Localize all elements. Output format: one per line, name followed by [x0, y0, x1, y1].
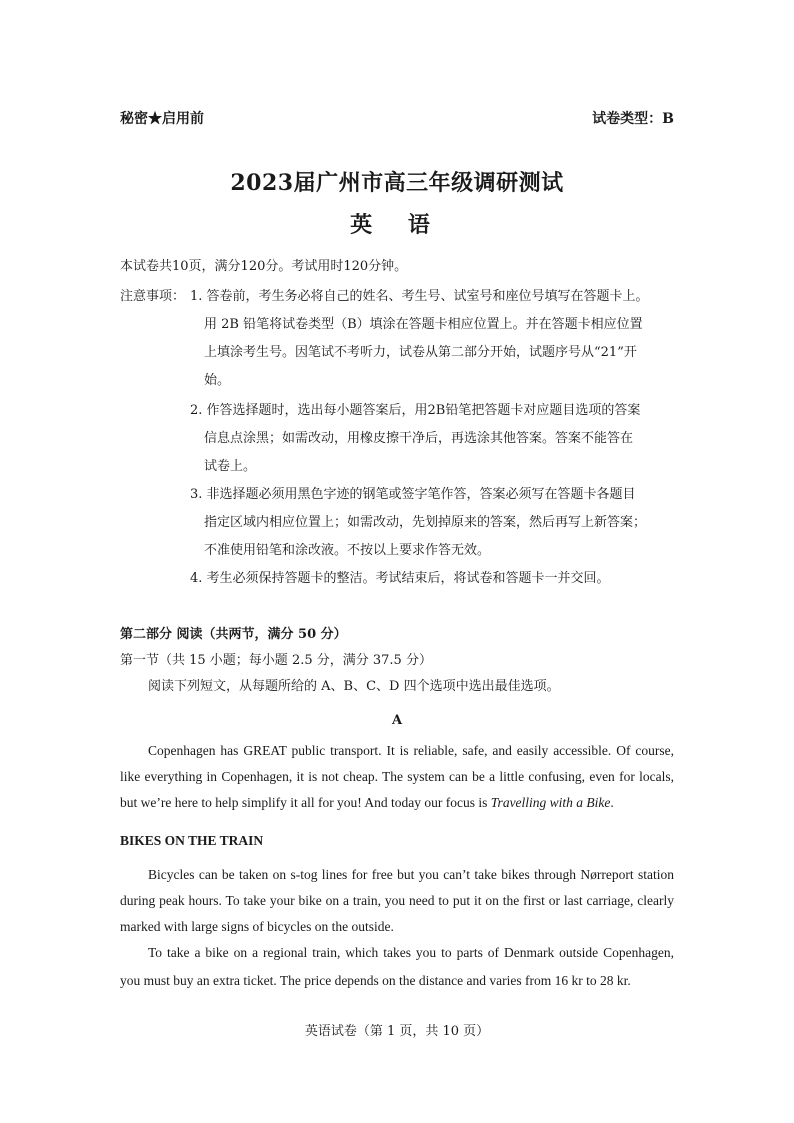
exam-title: 2023届广州市高三年级调研测试: [230, 170, 564, 196]
part-two-heading: 第二部分 阅读（共两节，满分 50 分）: [120, 627, 347, 642]
section-one-heading: 第一节（共 15 小题；每小题 2.5 分，满分 37.5 分）: [120, 653, 432, 668]
notice-item-1-line-4: 始。: [204, 373, 231, 388]
header-row: [120, 108, 674, 128]
passage-p1-end: .: [610, 795, 614, 810]
passage-p1-line-3-text: but we’re here to help simplify it all for you! And today our focus is: [120, 795, 491, 810]
page-footer: 英语试卷（第 1 页，共 10 页）: [304, 1024, 490, 1039]
passage-p3-line-1: To take a bike on a regional train, which takes you to parts of Denmark outside Copenhagen,: [148, 945, 674, 960]
paper-type-label: 试卷类型：B: [592, 111, 674, 127]
notice-item-3-line-1: 3. 非选择题必须用黑色字迹的钢笔或签字笔作答，答案必须写在答题卡各题目: [190, 487, 636, 502]
notice-item-4: 4. 考生必须保持答题卡的整洁。考试结束后，将试卷和答题卡一并交回。: [190, 571, 610, 586]
reading-instruction: 阅读下列短文，从每题所给的 A、B、C、D 四个选项中选出最佳选项。: [148, 679, 560, 694]
passage-p2-line-1: Bicycles can be taken on s-tog lines for free but you can’t take bikes through Nørreport station: [148, 867, 674, 882]
passage-p1-line-2: like everything in Copenhagen, it is not cheap. The system can be a little confusing, even for locals,: [120, 769, 674, 784]
notice-item-3-line-3: 不准使用铅笔和涂改液。不按以上要求作答无效。: [204, 543, 491, 558]
notice-item-2-line-1: 2. 作答选择题时，选出每小题答案后，用2B铅笔把答题卡对应题目选项的答案: [190, 403, 641, 418]
notice-item-2-line-2: 信息点涂黑；如需改动，用橡皮擦干净后，再选涂其他答案。答案不能答在: [204, 431, 634, 446]
passage-focus-italic: Travelling with a Bike: [490, 795, 611, 810]
notice-label: 注意事项：: [120, 289, 186, 304]
passage-letter: A: [391, 713, 403, 728]
passage-subheading: BIKES ON THE TRAIN: [120, 833, 264, 848]
passage-p1-line-3: [120, 794, 614, 812]
notice-item-1-line-3: 上填涂考生号。因笔试不考听力，试卷从第二部分开始，试题序号从“21”开: [204, 345, 637, 360]
passage-p1-line-1: Copenhagen has GREAT public transport. It is reliable, safe, and easily accessible. Of course,: [148, 743, 674, 758]
passage-p2-line-2: during peak hours. To take your bike on a train, you need to put it on the first or last carriage, clearly: [120, 893, 674, 908]
passage-p3-line-2: you must buy an extra ticket. The price depends on the distance and varies from 16 kr to 28 kr.: [120, 973, 631, 988]
notice-item-2-line-3: 试卷上。: [204, 459, 257, 474]
exam-intro: 本试卷共10页，满分120分。考试用时120分钟。: [120, 259, 408, 274]
passage-p2-line-3: marked with large signs of bicycles on the outside.: [120, 919, 394, 934]
confidential-label: 秘密★启用前: [120, 111, 204, 127]
notice-item-1-line-1: 1. 答卷前，考生务必将自己的姓名、考生号、试室号和座位号填写在答题卡上。: [190, 289, 649, 304]
subject-title: 英 语: [350, 212, 444, 238]
notice-item-1-line-2: 用 2B 铅笔将试卷类型（B）填涂在答题卡相应位置上。并在答题卡相应位置: [204, 317, 643, 332]
notice-item-3-line-2: 指定区域内相应位置上；如需改动，先划掉原来的答案，然后再写上新答案；: [204, 515, 647, 530]
